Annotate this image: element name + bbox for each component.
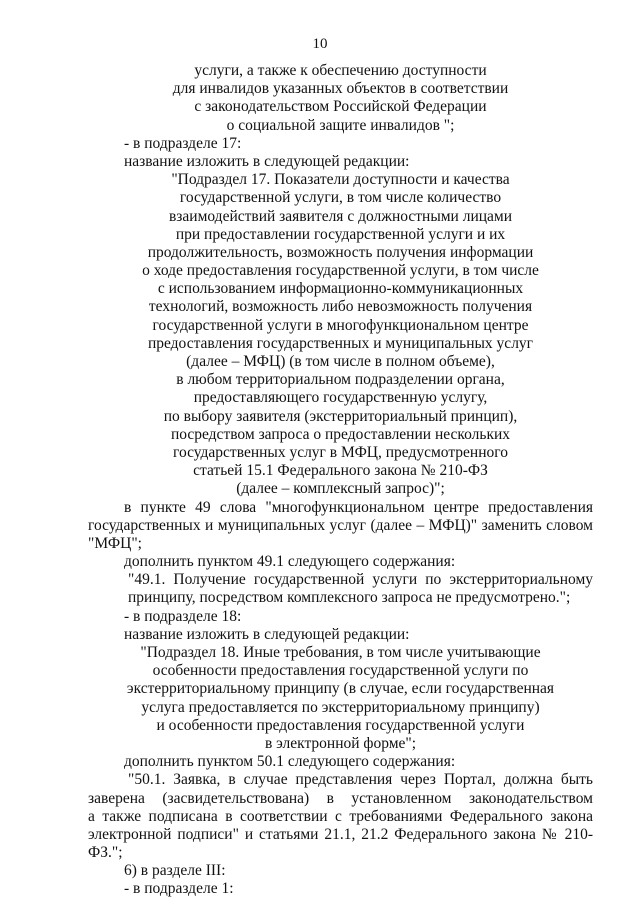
text-line: для инвалидов указанных объектов в соответствии bbox=[172, 80, 509, 98]
text-line: "49.1. Получение государственной услуги по экстерриториальному bbox=[128, 571, 593, 589]
text-line: статьей 15.1 Федерального закона № 210-ФЗ bbox=[193, 462, 488, 480]
text-line: ФЗ."; bbox=[88, 844, 123, 862]
text-line: и особенности предоставления государственной услуги bbox=[156, 716, 525, 734]
text-line: с законодательством Российской Федерации bbox=[194, 98, 487, 116]
text-line: название изложить в следующей редакции: bbox=[124, 625, 410, 643]
text-line: "МФЦ"; bbox=[88, 534, 142, 552]
text-line: а также подписана в соответствии с требованиями Федерального закона bbox=[88, 807, 593, 825]
text-line: государственных и муниципальных услуг (далее – МФЦ)" заменить словом bbox=[88, 516, 593, 534]
text-line: - в подразделе 1: bbox=[124, 880, 234, 898]
text-line: (далее – МФЦ) (в том числе в полном объеме), bbox=[186, 353, 495, 370]
text-line: особенности предоставления государственной услуги по bbox=[152, 662, 529, 680]
text-line: услуги, а также к обеспечению доступности bbox=[194, 62, 487, 79]
text-line: - в подразделе 18: bbox=[124, 607, 242, 625]
text-line: - в подразделе 17: bbox=[124, 134, 242, 152]
text-line: государственных услуг в МФЦ, предусмотренного bbox=[172, 443, 508, 461]
text-line: в любом территориальном подразделении органа, bbox=[176, 371, 505, 389]
page-number: 10 bbox=[312, 36, 328, 52]
text-line: продолжительность, возможность получения информации bbox=[147, 243, 534, 261]
text-line: взаимодействий заявителя с должностными лицами bbox=[168, 207, 513, 225]
text-line: о ходе предоставления государственной услуги, в том числе bbox=[142, 262, 539, 280]
text-line: в электронной форме"; bbox=[264, 734, 417, 752]
text-line: дополнить пунктом 50.1 следующего содержания: bbox=[124, 753, 456, 771]
text-line: посредством запроса о предоставлении нескольких bbox=[170, 425, 511, 443]
text-line: при предоставлении государственной услуги и их bbox=[175, 225, 506, 243]
text-line: предоставления государственных и муниципальных услуг bbox=[147, 334, 534, 352]
text-line: по выбору заявителя (экстерриториальный принцип), bbox=[163, 407, 518, 425]
text-line: заверена (засвидетельствована) в установленном законодательством bbox=[88, 789, 593, 807]
text-line: название изложить в следующей редакции: bbox=[124, 152, 410, 170]
text-line: дополнить пунктом 49.1 следующего содержания: bbox=[124, 553, 456, 571]
document-body bbox=[88, 62, 593, 899]
text-line: электронной подписи" и статьями 21.1, 21.2 Федерального закона № 210- bbox=[88, 825, 593, 843]
text-line: с использованием информационно-коммуникационных bbox=[157, 280, 524, 298]
text-line: "50.1. Заявка, в случае представления через Портал, должна быть bbox=[128, 771, 593, 789]
text-line: о социальной защите инвалидов "; bbox=[226, 116, 455, 134]
text-line: предоставляющего государственную услугу, bbox=[193, 389, 488, 407]
text-line: государственной услуги в многофункциональном центре bbox=[152, 316, 529, 334]
text-line: принципу, посредством комплексного запроса не предусмотрено."; bbox=[128, 589, 571, 607]
text-line: экстерриториальному принципу (в случае, если государственная bbox=[126, 680, 555, 698]
text-line: в пункте 49 слова "многофункциональном центре предоставления bbox=[124, 498, 593, 516]
text-line: услуга предоставляется по экстерриториальному принципу) bbox=[141, 698, 540, 716]
text-line: государственной услуги, в том числе количество bbox=[179, 189, 502, 207]
text-line: 6) в разделе III: bbox=[124, 862, 226, 880]
text-line: "Подраздел 17. Показатели доступности и качества bbox=[171, 171, 510, 189]
text-line: "Подраздел 18. Иные требования, в том числе учитывающие bbox=[140, 644, 541, 661]
text-line: (далее – комплексный запрос)"; bbox=[236, 480, 445, 498]
text-line: технологий, возможность либо невозможность получения bbox=[148, 298, 533, 316]
